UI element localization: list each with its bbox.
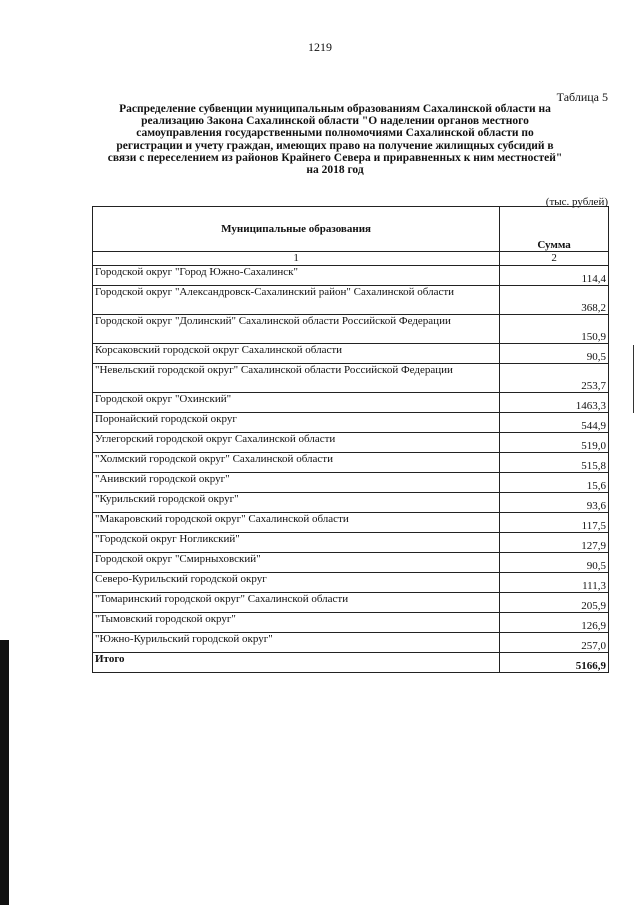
amount-value: 114,4 — [500, 266, 609, 286]
header-municipality: Муниципальные образования — [93, 207, 500, 252]
table-row — [93, 633, 609, 653]
table-row — [93, 573, 609, 593]
column-number: 1 — [93, 252, 500, 266]
table-row — [93, 513, 609, 533]
amount-value: 205,9 — [500, 593, 609, 613]
table-row — [93, 553, 609, 573]
header-amount: Сумма — [500, 207, 609, 252]
table-row — [93, 433, 609, 453]
amount-value: 15,6 — [500, 473, 609, 493]
table-row — [93, 344, 609, 364]
table-row — [93, 473, 609, 493]
table-row — [93, 393, 609, 413]
title-line: связи с переселением из районов Крайнего Севера и приравненных к ним местностей" — [107, 151, 563, 164]
total-amount: 5166,9 — [500, 653, 609, 673]
amount-value: 519,0 — [500, 433, 609, 453]
units-label: (тыс. рублей) — [545, 196, 608, 208]
table-row — [93, 413, 609, 433]
amount-value: 544,9 — [500, 413, 609, 433]
amount-value: 515,8 — [500, 453, 609, 473]
amount-value: 90,5 — [500, 344, 609, 364]
title-line: регистрации и учету граждан, имеющих право на получение жилищных субсидий в — [116, 139, 554, 152]
municipality-name: "Холмский городской округ" Сахалинской области — [93, 453, 500, 473]
amount-value: 117,5 — [500, 513, 609, 533]
title-line: Распределение субвенции муниципальным образованиям Сахалинской области на — [119, 103, 551, 115]
table-label: Таблица 5 — [556, 90, 608, 104]
table-row — [93, 533, 609, 553]
municipality-name: Поронайский городской округ — [93, 413, 500, 433]
municipality-name: Городской округ "Город Южно-Сахалинск" — [93, 266, 500, 286]
subsidy-table — [92, 206, 609, 673]
amount-value: 127,9 — [500, 533, 609, 553]
municipality-name: "Макаровский городской округ" Сахалинской области — [93, 513, 500, 533]
title-line: реализацию Закона Сахалинской области "О наделении органов местного — [141, 115, 529, 128]
amount-value: 93,6 — [500, 493, 609, 513]
amount-value: 126,9 — [500, 613, 609, 633]
municipality-name: "Томаринский городской округ" Сахалинской области — [93, 593, 500, 613]
municipality-name: "Анивский городской округ" — [93, 473, 500, 493]
municipality-name: Городской округ "Охинский" — [93, 393, 500, 413]
table-row — [93, 286, 609, 315]
amount-value: 253,7 — [500, 364, 609, 393]
municipality-name: "Курильский городской округ" — [93, 493, 500, 513]
amount-value: 257,0 — [500, 633, 609, 653]
municipality-name: Углегорский городской округ Сахалинской области — [93, 433, 500, 453]
municipality-name: Городской округ "Александровск-Сахалинский район" Сахалинской области — [93, 286, 500, 315]
scan-mark — [633, 345, 634, 385]
table-row — [93, 364, 609, 393]
municipality-name: "Городской округ Ногликский" — [93, 533, 500, 553]
table-header-row — [93, 207, 609, 252]
municipality-name: Северо-Курильский городской округ — [93, 573, 500, 593]
title-line: на 2018 год — [306, 164, 364, 177]
municipality-name: Городской округ "Долинский" Сахалинской области Российской Федерации — [93, 315, 500, 344]
table-row — [93, 315, 609, 344]
municipality-name: Городской округ "Смирныховский" — [93, 553, 500, 573]
table-row — [93, 453, 609, 473]
amount-value: 111,3 — [500, 573, 609, 593]
page-number: 1219 — [308, 40, 332, 54]
scan-edge-bar — [0, 640, 9, 905]
total-row — [93, 653, 609, 673]
table-row — [93, 593, 609, 613]
document-title — [95, 103, 575, 176]
amount-value: 90,5 — [500, 553, 609, 573]
scan-mark — [633, 385, 634, 413]
column-number: 2 — [500, 252, 609, 266]
title-line: самоуправления государственными полномочиями Сахалинской области по — [136, 127, 534, 140]
municipality-name: "Южно-Курильский городской округ" — [93, 633, 500, 653]
total-label: Итого — [93, 653, 500, 673]
municipality-name: Корсаковский городской округ Сахалинской области — [93, 344, 500, 364]
municipality-name: "Тымовский городской округ" — [93, 613, 500, 633]
amount-value: 368,2 — [500, 286, 609, 315]
amount-value: 150,9 — [500, 315, 609, 344]
amount-value: 1463,3 — [500, 393, 609, 413]
table-row — [93, 266, 609, 286]
table-row — [93, 613, 609, 633]
table-row — [93, 493, 609, 513]
column-number-row — [93, 252, 609, 266]
municipality-name: "Невельский городской округ" Сахалинской области Российской Федерации — [93, 364, 500, 393]
